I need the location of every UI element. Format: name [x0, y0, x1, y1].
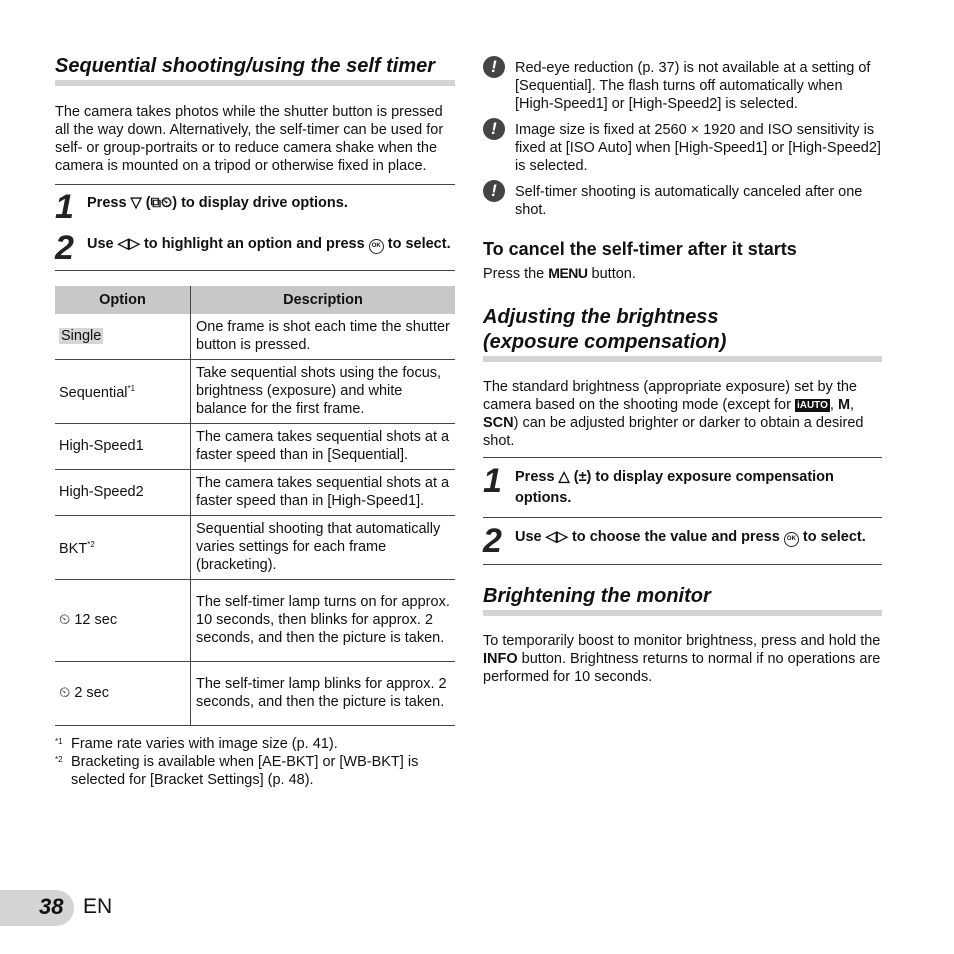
step-1: 1 Press ▽ (⧉⏲) to display drive options.: [55, 188, 348, 226]
header-description: Description: [191, 286, 456, 314]
monitor-text: To temporarily boost to monitor brightness, press and hold the INFO button. Brightness returns to normal if no operations are performed for 10 seconds.: [483, 633, 881, 685]
self-timer-icon: ⏲: [59, 685, 71, 701]
warning-red-eye: ! Red-eye reduction (p. 37) is not available at a setting of [Sequential]. The flash turns off automatically when [High-Speed1] or [High-Speed2] is selected.: [483, 59, 882, 113]
description-cell: One frame is shot each time the shutter button is pressed.: [191, 314, 456, 359]
caution-icon: !: [483, 180, 505, 202]
cancel-text: Press the MENU button.: [483, 265, 636, 282]
option-cell: BKT$^{*2}$: [55, 515, 191, 579]
page-number-tab: [0, 890, 113, 926]
info-button-label: INFO: [483, 651, 518, 667]
step-number: 2: [55, 229, 74, 267]
description-cell: Take sequential shots using the focus, brightness (exposure) and white balance for the first frame.: [191, 359, 456, 423]
step-number: 2: [483, 522, 502, 560]
footnote-2: *2 Bracketing is available when [AE-BKT] or [WB-BKT] is selected for [Bracket Settings] (p. 48).: [55, 753, 419, 788]
table-header-row: [55, 286, 455, 314]
exposure-compensation-icon: ±: [578, 469, 587, 485]
down-arrow-icon: ▽: [130, 195, 142, 211]
table-row: [55, 579, 455, 661]
description-cell: The camera takes sequential shots at a faster speed than in [High-Speed1].: [191, 469, 456, 515]
section-title-monitor: Brightening the monitor: [483, 584, 882, 616]
description-cell: Sequential shooting that automatically varies settings for each frame (bracketing).: [191, 515, 456, 579]
table-row: [55, 661, 455, 725]
description-cell: The self-timer lamp turns on for approx. 10 seconds, then blinks for approx. 2 seconds, and then the picture is taken.: [191, 579, 456, 661]
description-cell: The self-timer lamp blinks for approx. 2 seconds, and then the picture is taken.: [191, 661, 456, 725]
warning-image-size: ! Image size is fixed at 2560 × 1920 and ISO sensitivity is fixed at [ISO Auto] when [High-Speed1] or [High-Speed2] is selected.: [483, 121, 882, 175]
option-cell: High-Speed2: [55, 469, 191, 515]
intro-text: The camera takes photos while the shutter button is pressed all the way down. Alternatively, the self-timer can be used for self- or group-portraits or to reduce camera shake when the camera is mounted on a tripod or otherwise fixed in place.: [55, 104, 444, 174]
left-right-arrow-icon: ◁▷: [545, 529, 568, 545]
header-option: Option: [55, 286, 191, 314]
step-number: 1: [483, 462, 502, 500]
table-row: [55, 314, 455, 359]
option-cell: Sequential$^{*1}$: [55, 359, 191, 423]
up-arrow-icon: △: [558, 469, 570, 485]
self-timer-icon: ⏲: [59, 612, 71, 628]
steps-box: [55, 184, 455, 271]
brightness-text: The standard brightness (appropriate exposure) set by the camera based on the shooting mode (except for iAUTO , M, SCN) can be adjusted brighter or darker to obtain a desired shot.: [483, 379, 864, 449]
right-column: [483, 0, 882, 686]
table-row: [55, 469, 455, 515]
section-title-brightness: Adjusting the brightness (exposure compensation): [483, 305, 882, 362]
menu-button-label: MENU: [548, 265, 588, 281]
step-2: 2 Use ◁▷ to highlight an option and press OK to select.: [55, 229, 451, 267]
drive-options-table: [55, 286, 455, 726]
option-cell: ⏲ 2 sec: [55, 661, 191, 725]
left-right-arrow-icon: ◁▷: [117, 236, 140, 252]
option-single: Single: [61, 328, 102, 345]
table-row: [55, 515, 455, 579]
warnings: [483, 59, 882, 219]
drive-mode-icon: ⧉⏲: [150, 195, 173, 211]
exposure-step-1: 1 Press △ (±) to display exposure compensation options.: [483, 462, 834, 506]
ok-button-icon: OK: [784, 532, 799, 547]
caution-icon: !: [483, 118, 505, 140]
left-column: [55, 0, 455, 789]
description-cell: The camera takes sequential shots at a faster speed than in [Sequential].: [191, 423, 456, 469]
cancel-heading: To cancel the self-timer after it starts: [483, 239, 797, 259]
ok-button-icon: OK: [369, 239, 384, 254]
footnote-1: *1 Frame rate varies with image size (p. 41).: [55, 735, 338, 752]
language-code: EN: [83, 895, 113, 918]
option-cell: [55, 314, 191, 359]
exposure-step-2: 2 Use ◁▷ to choose the value and press OK to select.: [483, 522, 866, 560]
caution-icon: !: [483, 56, 505, 78]
table-row: [55, 423, 455, 469]
option-cell: ⏲ 12 sec: [55, 579, 191, 661]
iauto-mode-icon: iAUTO: [796, 400, 828, 411]
step-number: 1: [55, 188, 74, 226]
option-cell: High-Speed1: [55, 423, 191, 469]
section-title-sequential: Sequential shooting/using the self timer: [55, 54, 455, 86]
table-row: [55, 359, 455, 423]
warning-self-timer: ! Self-timer shooting is automatically canceled after one shot.: [483, 183, 882, 219]
exposure-steps-box: [483, 457, 882, 565]
page-number: 38: [39, 894, 64, 919]
footnotes: [55, 735, 455, 789]
